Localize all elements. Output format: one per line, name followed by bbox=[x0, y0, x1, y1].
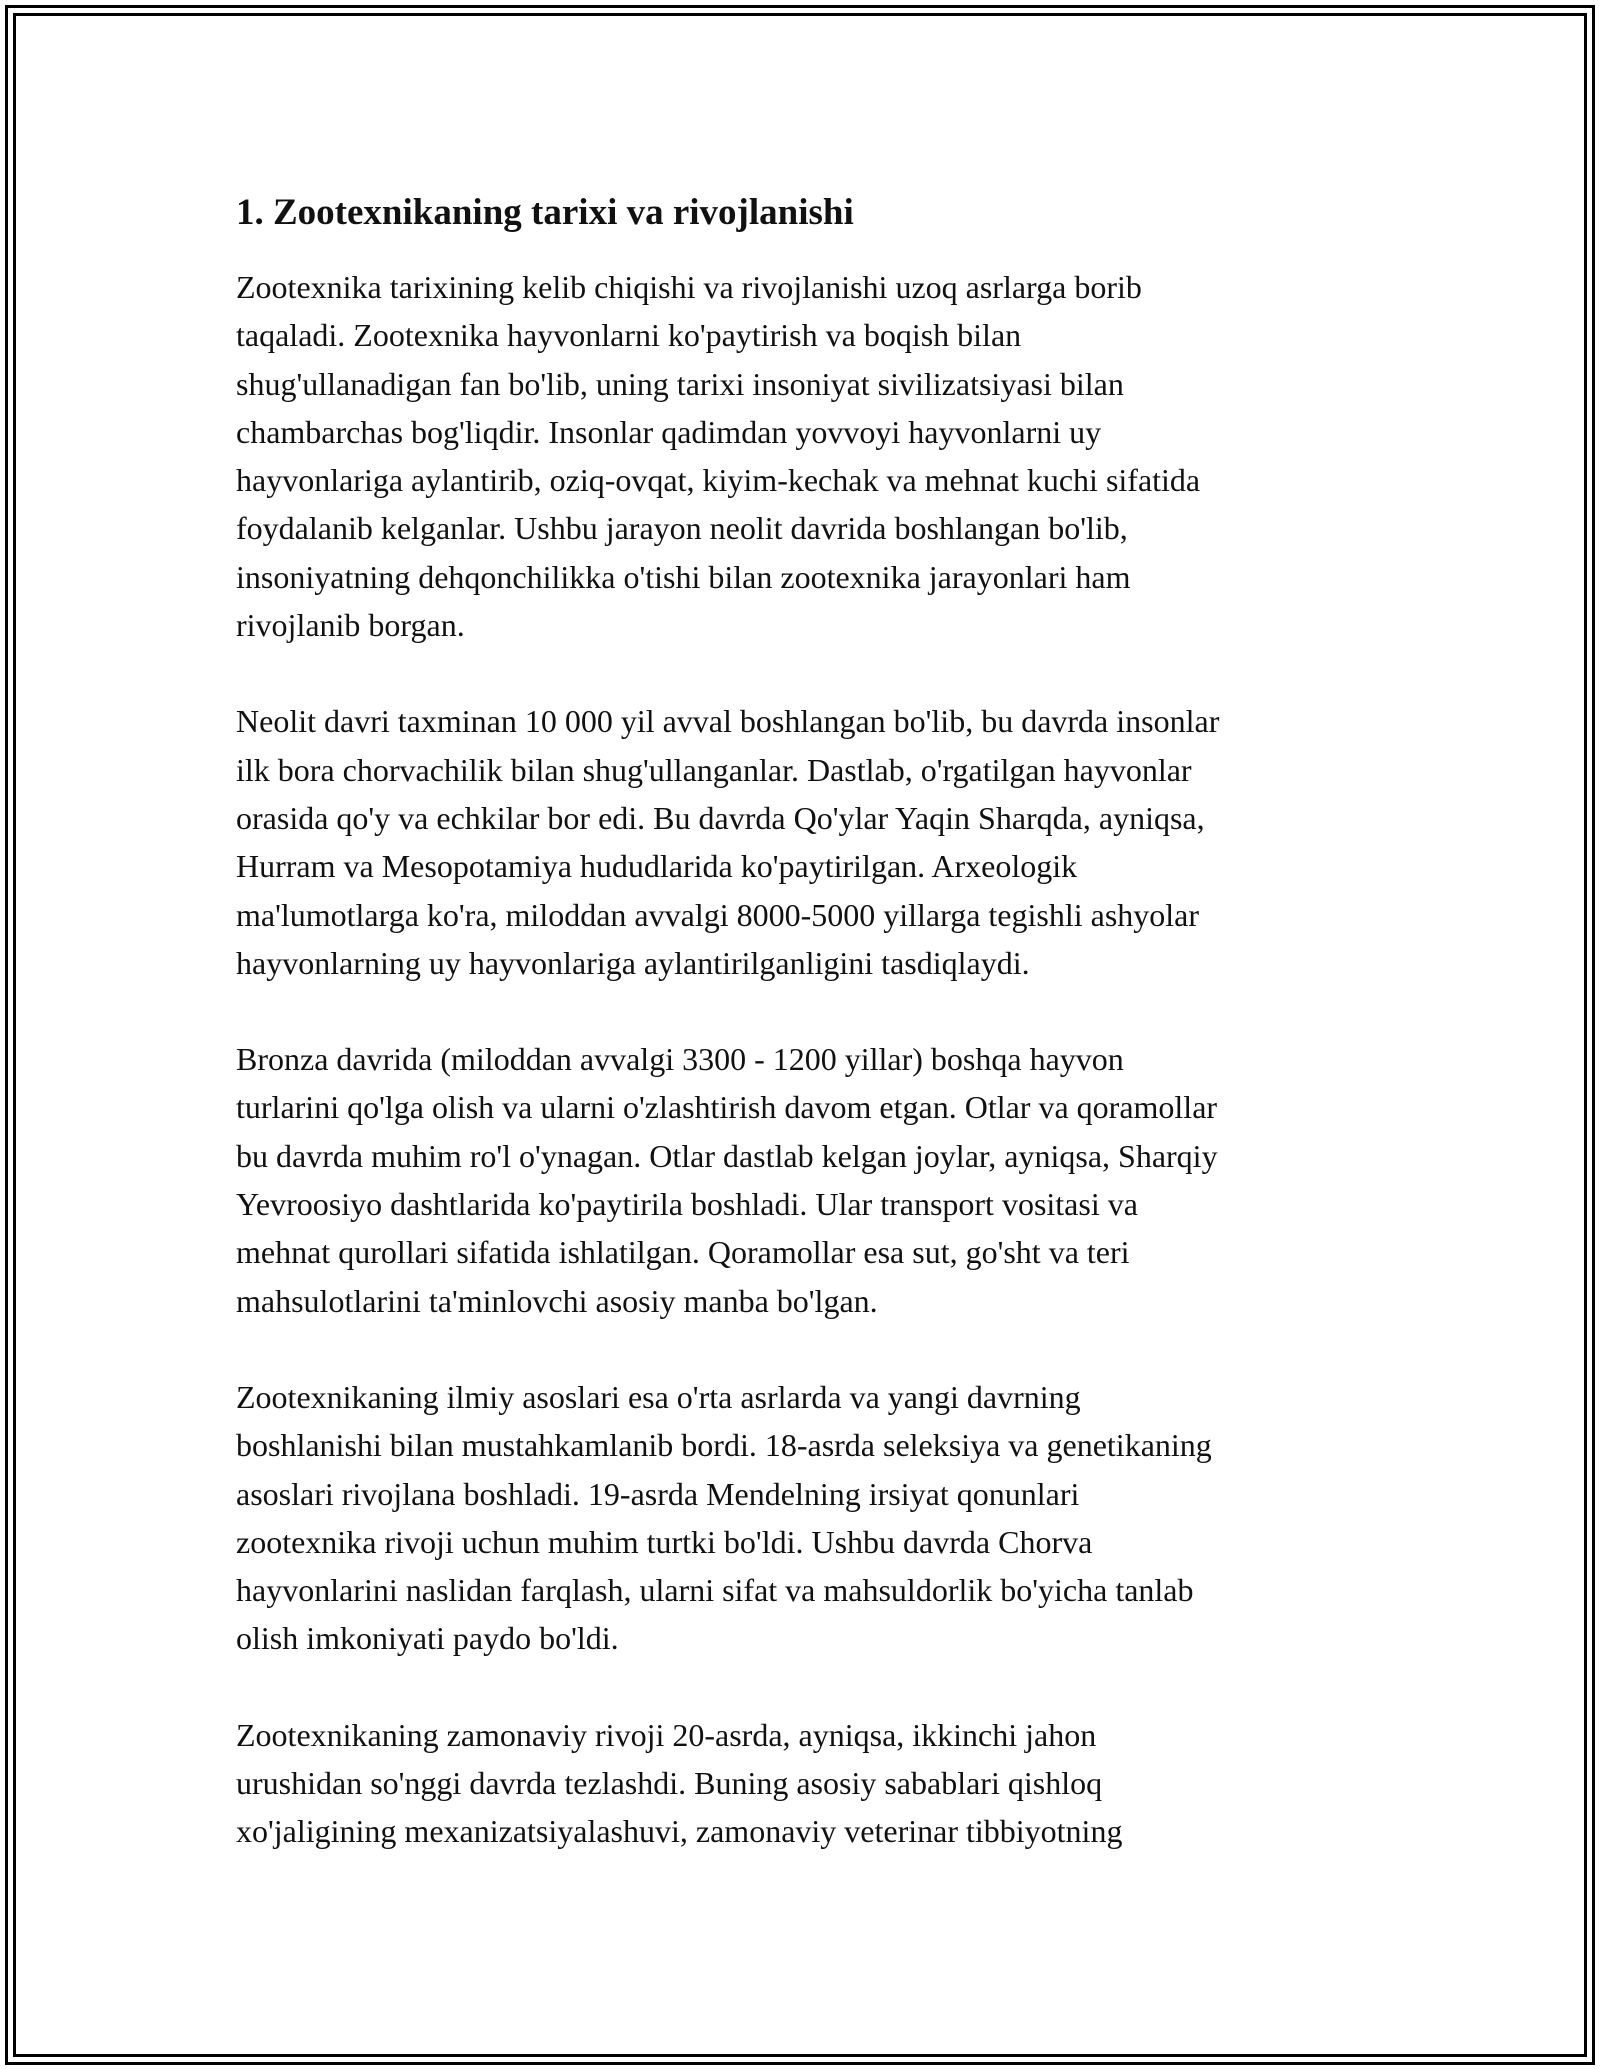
paragraph-line: Hurram va Mesopotamiya hududlarida ko'paytirilgan. Arxeologik bbox=[236, 848, 1078, 885]
paragraph-line: hayvonlariga aylantirib, oziq-ovqat, kiyim-kechak va mehnat kuchi sifatida bbox=[236, 462, 1201, 499]
paragraph-line: zootexnika rivoji uchun muhim turtki bo'ldi. Ushbu davrda Chorva bbox=[236, 1523, 1093, 1560]
paragraph-line: chambarchas bog'liqdir. Insonlar qadimdan yovvoyi hayvonlarni uy bbox=[236, 413, 1102, 450]
section-heading: 1. Zootexnikaning tarixi va rivojlanishi bbox=[236, 192, 854, 233]
paragraph-2 bbox=[236, 697, 1376, 987]
paragraph-line: ma'lumotlarga ko'ra, miloddan avvalgi 8000-5000 yillarga tegishli ashyolar bbox=[236, 896, 1200, 933]
paragraph-line: Zootexnikaning ilmiy asoslari esa o'rta asrlarda va yangi davrning bbox=[236, 1378, 1081, 1415]
document-body bbox=[236, 185, 1376, 1904]
paragraph-1 bbox=[236, 263, 1376, 649]
paragraph-line: mehnat qurollari sifatida ishlatilgan. Qoramollar esa sut, go'sht va teri bbox=[236, 1234, 1130, 1271]
paragraph-line: asoslari rivojlana boshladi. 19-asrda Mendelning irsiyat qonunlari bbox=[236, 1475, 1080, 1512]
paragraph-line: ilk bora chorvachilik bilan shug'ullanganlar. Dastlab, o'rgatilgan hayvonlar bbox=[236, 751, 1192, 788]
paragraph-line: taqaladi. Zootexnika hayvonlarni ko'paytirish va boqish bilan bbox=[236, 317, 1022, 354]
paragraph-5 bbox=[236, 1711, 1376, 1856]
paragraph-line: shug'ullanadigan fan bo'lib, uning tarixi insoniyat sivilizatsiyasi bilan bbox=[236, 365, 1124, 402]
paragraph-line: xo'jaligining mexanizatsiyalashuvi, zamonaviy veterinar tibbiyotning bbox=[236, 1813, 1123, 1850]
paragraph-line: urushidan so'nggi davrda tezlashdi. Buning asosiy sabablari qishloq bbox=[236, 1765, 1103, 1802]
paragraph-line: bu davrda muhim ro'l o'ynagan. Otlar dastlab kelgan joylar, ayniqsa, Sharqiy bbox=[236, 1137, 1218, 1174]
paragraph-3 bbox=[236, 1035, 1376, 1325]
paragraph-line: mahsulotlarini ta'minlovchi asosiy manba bo'lgan. bbox=[236, 1282, 878, 1319]
paragraph-line: olish imkoniyati paydo bo'ldi. bbox=[236, 1620, 619, 1657]
paragraph-4 bbox=[236, 1373, 1376, 1663]
paragraph-line: turlarini qo'lga olish va ularni o'zlashtirish davom etgan. Otlar va qoramollar bbox=[236, 1089, 1218, 1126]
paragraph-line: foydalanib kelganlar. Ushbu jarayon neolit davrida boshlangan bo'lib, bbox=[236, 510, 1128, 547]
paragraph-line: Yevroosiyo dashtlarida ko'paytirila boshladi. Ular transport vositasi va bbox=[236, 1186, 1138, 1223]
paragraph-line: Bronza davrida (miloddan avvalgi 3300 - 1200 yillar) boshqa hayvon bbox=[236, 1041, 1124, 1078]
paragraph-line: rivojlanib borgan. bbox=[236, 607, 465, 644]
paragraph-line: Zootexnikaning zamonaviy rivoji 20-asrda, ayniqsa, ikkinchi jahon bbox=[236, 1716, 1097, 1753]
paragraph-line: boshlanishi bilan mustahkamlanib bordi. 18-asrda seleksiya va genetikaning bbox=[236, 1427, 1212, 1464]
paragraph-line: hayvonlarning uy hayvonlariga aylantirilganligini tasdiqlaydi. bbox=[236, 944, 1030, 981]
paragraph-line: Zootexnika tarixining kelib chiqishi va rivojlanishi uzoq asrlarga borib bbox=[236, 269, 1142, 305]
paragraph-line: insoniyatning dehqonchilikka o'tishi bilan zootexnika jarayonlari ham bbox=[236, 558, 1131, 595]
paragraph-line: hayvonlarini naslidan farqlash, ularni sifat va mahsuldorlik bo'yicha tanlab bbox=[236, 1572, 1194, 1609]
paragraph-line: orasida qo'y va echkilar bor edi. Bu davrda Qo'ylar Yaqin Sharqda, ayniqsa, bbox=[236, 799, 1205, 836]
paragraph-line: Neolit davri taxminan 10 000 yil avval boshlangan bo'lib, bu davrda insonlar bbox=[236, 703, 1220, 740]
